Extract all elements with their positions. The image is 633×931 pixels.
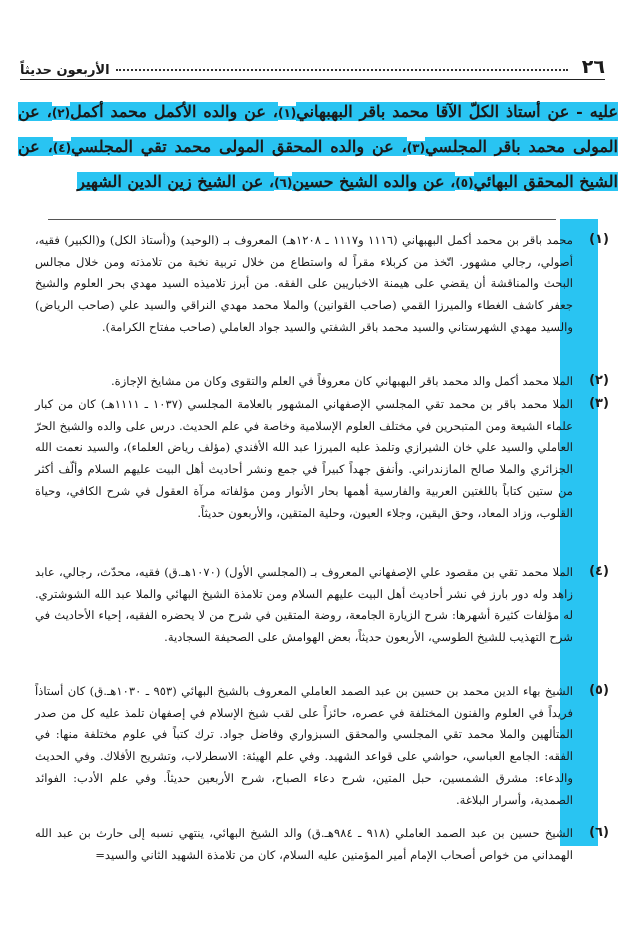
main-text-segment: ، عن والده الأكمل محمد أكمل [70,102,278,121]
main-text-segment: ، عن والده المحقق المولى محمد تقي المجلسي [71,137,407,156]
footnote-text: الملا محمد أكمل والد محمد باقر البهبهاني كان معروفاً في العلم والتقوى وكان من مشايخ الإجازة. [110,374,573,388]
footnote-ref-6[interactable]: (٦) [274,176,293,190]
footnote-number: (٦) [589,825,609,840]
running-title: الأربعون حديثاً [20,63,110,78]
footnote-6 [35,823,619,867]
footnote-3 [35,394,619,558]
footnote-text: محمد باقر بن محمد أكمل البهبهاني (١١١٦ و١١١٧ ـ ١٢٠٨هـ) المعروف بـ (الوحيد) و(أستاذ الكل) و(الكبير) فقيه، أصولي، رجالي مشهور. اتّخذ من كربلاء مقراً له واستطاع من خلال تربية نخبة من تلامذته ومن خلال مجالس البحث والمناقشة أن يقضي على هيمنة الاخباريين على الفقه. من أبرز تلاميذه السيد مهدي بحر العلوم والشيخ جعفر كاشف الغطاء والميرزا القمي (صاحب القوانين) والملا محمد مهدي النراقي والسيد علي (صاحب الرياض) والسيد مهدي الشهرستاني والسيد محمد باقر الشفتي والسيد جواد العاملي (صاحب مفتاح الكرامة). [35,233,573,334]
footnote-ref-1[interactable]: (١) [277,106,297,120]
main-text-segment: ، عن والده الشيخ حسين [292,172,456,191]
footnote-ref-2[interactable]: (٢) [51,106,71,120]
footnote-number: (١) [589,232,609,247]
page-number: ٢٦ [581,56,605,78]
footnote-text: الشيخ بهاء الدين محمد بن حسين بن عبد الصمد العاملي المعروف بالشيخ البهائي (٩٥٣ ـ ١٠٣٠هـ.ق) كان أستاذاً فريداً في العلوم والفنون المختلفة في عصره، حائزاً على لقب شيخ الإسلام في إصفهان تلمذ عليه كل من صدر المتألهين والملا محمد تقي المجلسي والمحقق السبزواري وفاضل جواد. ترك كتباً في علوم مختلفة منها: في الفقه: الجامع العباسي، حواشي على قواعد الشهيد. وفي علم الهيئة: الاسطرلاب، وتشريح الأفلاك. وفي الحديث والدعاء: مشرق الشمسين، حبل المتين، شرح دعاء الصباح، شرح الأربعين حديثاً. وفي علم الأدب: الفوائد الصمدية، وأسرار البلاغة. [35,684,573,807]
footnote-5 [35,681,619,821]
footnote-number: (٢) [589,373,609,388]
footnote-ref-3[interactable]: (٣) [406,141,426,155]
main-paragraph [18,95,618,200]
footnote-4 [35,562,619,672]
footnote-number: (٤) [589,564,609,579]
header-dotted-leader [116,68,568,71]
footnote-1 [35,230,619,375]
main-text-segment: ، عن الشيخ المحقق البهائي [18,137,618,191]
main-text-segment: ، عن المولى محمد باقر المجلسي [18,102,618,156]
footnote-text: الملا محمد تقي بن مقصود علي الإصفهاني المعروف بـ (المجلسي الأول) (١٠٧٠هـ.ق) فقيه، محدّث، رجالي، عابد زاهد وله دور بارز في نشر أحاديث أهل البيت عليهم السلام ومن تلامذة الشيخ البهائي والملا عبد الله الشوشتري. له مؤلفات كثيرة أشهرها: شرح الزيارة الجامعة، روضة المتقين في شرح من لا يحضره الفقيه، إحياء الأحاديث في شرح التهذيب للشيخ الطوسي، الأربعون حديثاً، بعض الهوامش على الصحيفة السجادية. [35,565,573,645]
footnote-text: الشيخ حسين بن عبد الصمد العاملي (٩١٨ ـ ٩٨٤هـ.ق) والد الشيخ البهائي، ينتهي نسبه إلى حارث بن عبد الله الهمداني من خواص أصحاب الإمام أمير المؤمنين عليه السلام، كان من تلامذة الشهيد الثاني والسيد= [35,826,573,862]
footnote-2 [35,371,619,393]
main-text-segment: عليه - عن أستاذ الكلّ الآقا محمد باقر البهبهاني [296,102,618,121]
footnote-number: (٣) [589,396,609,411]
footnote-ref-5[interactable]: (٥) [455,176,474,190]
footnote-text: الملا محمد باقر بن محمد تقي المجلسي الإصفهاني المشهور بالعلامة المجلسي (١٠٣٧ ـ ١١١١هـ) كان من كبار علماء الشيعة ومن المتبحرين في مختلف العلوم الإسلامية وخاصة في علم الحديث. درس على والده والشيخ الحرّ العاملي والسيد علي خان الشيرازي وتلمذ عليه الميرزا عبد الله الأفندي (مؤلف رياض العلماء)، والسيد نعمت الله الجزائري والملا صالح المازندراني. وأنفق جهداً كبيراً في جمع ونشر أحاديث أهل البيت عليهم السلام وألّف أكثر من ستين كتاباً باللغتين العربية والفارسية أهمها بحار الأنوار ومن مؤلفاته مرآة العقول في شرح الكافي، وحياة القلوب، وزاد المعاد، وحق اليقين، وجلاء العيون، وحلية المتقين، والأربعون حديثاً. [35,397,573,520]
footnote-number: (٥) [589,683,609,698]
header-rule [20,79,605,80]
main-text-segment: ، عن الشيخ زين الدين الشهير [77,172,275,191]
footnote-ref-4[interactable]: (٤) [52,141,72,155]
page-header [20,44,605,78]
